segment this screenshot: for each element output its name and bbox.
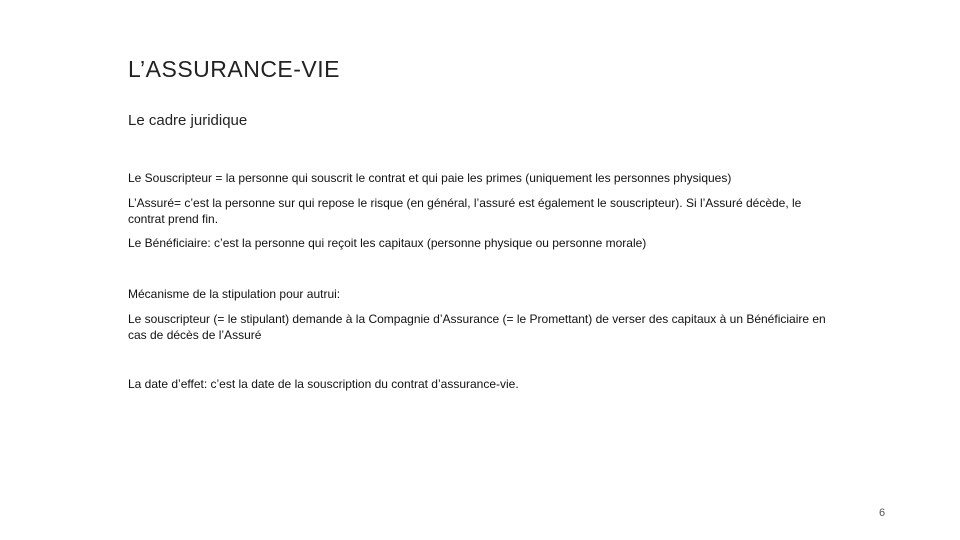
paragraph-souscripteur: Le Souscripteur = la personne qui souscrit le contrat et qui paie les primes (uniquement les personnes physiques)	[128, 171, 732, 185]
paragraph-date-effet: La date d’effet: c’est la date de la souscription du contrat d’assurance-vie.	[128, 377, 519, 391]
slide-title: L’ASSURANCE-VIE	[128, 56, 341, 82]
page-number: 6	[878, 507, 886, 519]
paragraph-assure: L’Assuré= c’est la personne sur qui repose le risque (en général, l’assuré est également le souscripteur). Si l’Assuré décède, le contrat prend fin.	[128, 196, 802, 226]
paragraph-beneficiaire: Le Bénéficiaire: c’est la personne qui reçoit les capitaux (personne physique ou personne morale)	[128, 236, 647, 250]
slide-subtitle: Le cadre juridique	[128, 112, 248, 129]
paragraph-stipulation: Le souscripteur (= le stipulant) demande à la Compagnie d’Assurance (= le Promettant) de verser des capitaux à un Bénéficiaire en cas de décès de l’Assuré	[128, 312, 826, 342]
paragraph-mecanisme-heading: Mécanisme de la stipulation pour autrui:	[128, 287, 341, 301]
